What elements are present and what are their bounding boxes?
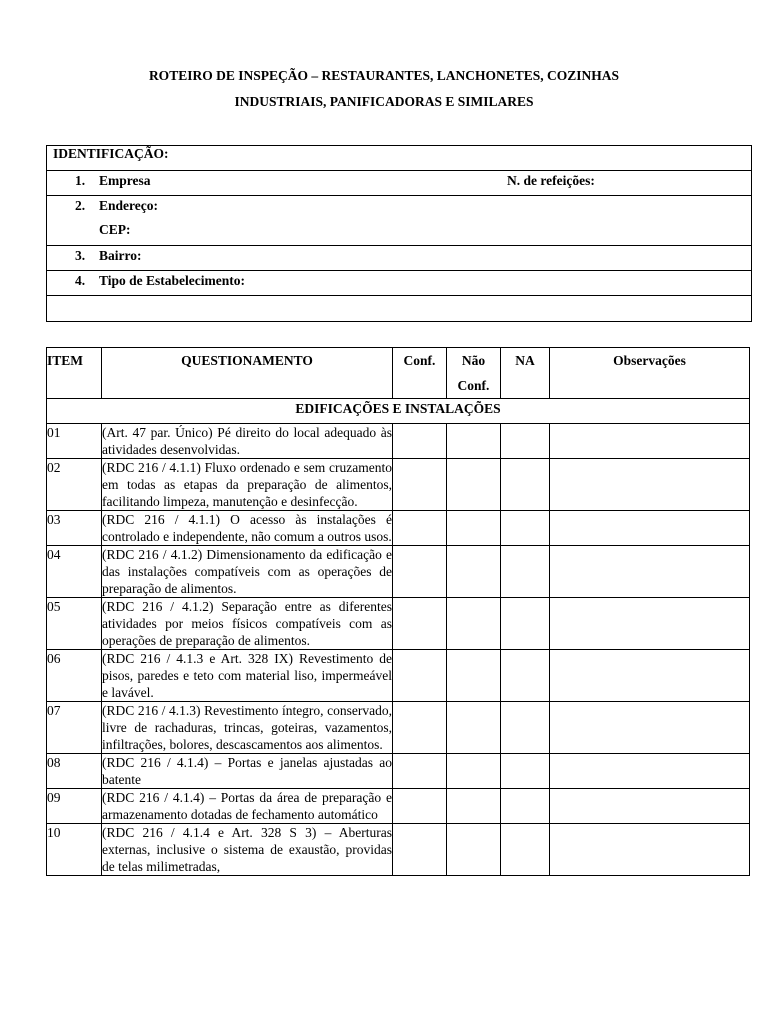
refeicoes-label: N. de refeições: xyxy=(507,173,595,188)
row-number: 2. xyxy=(75,198,86,213)
conf-cell[interactable] xyxy=(393,650,447,702)
tipo-estabelecimento-label: Tipo de Estabelecimento: xyxy=(99,273,245,288)
na-cell[interactable] xyxy=(501,546,550,598)
item-number: 02 xyxy=(47,459,102,511)
header-observacoes: Observações xyxy=(550,348,750,399)
observacoes-cell[interactable] xyxy=(550,702,750,754)
nao-conf-cell[interactable] xyxy=(447,598,501,650)
nao-conf-cell[interactable] xyxy=(447,424,501,459)
observacoes-cell[interactable] xyxy=(550,598,750,650)
observacoes-cell[interactable] xyxy=(550,824,750,876)
conf-cell[interactable] xyxy=(393,546,447,598)
table-row xyxy=(47,824,750,876)
conf-cell[interactable] xyxy=(393,824,447,876)
identification-row-endereco[interactable] xyxy=(47,196,751,246)
header-questionamento: QUESTIONAMENTO xyxy=(102,348,393,399)
na-cell[interactable] xyxy=(501,511,550,546)
item-number: 09 xyxy=(47,789,102,824)
conf-cell[interactable] xyxy=(393,459,447,511)
observacoes-cell[interactable] xyxy=(550,650,750,702)
table-row xyxy=(47,598,750,650)
question-text: (RDC 216 / 4.1.1) Fluxo ordenado e sem cruzamento em todas as etapas da preparação de alimentos, facilitando limpeza, manutenção e desinfecção. xyxy=(102,460,392,509)
nao-conf-cell[interactable] xyxy=(447,511,501,546)
item-number: 10 xyxy=(47,824,102,876)
nao-conf-cell[interactable] xyxy=(447,459,501,511)
section-row xyxy=(47,399,750,424)
question-text: (Art. 47 par. Único) Pé direito do local adequado às atividades desenvolvidas. xyxy=(102,425,392,457)
identification-row-bairro[interactable] xyxy=(47,246,751,271)
observacoes-cell[interactable] xyxy=(550,789,750,824)
conf-cell[interactable] xyxy=(393,754,447,789)
header-na: NA xyxy=(501,348,550,399)
empresa-label: Empresa xyxy=(99,173,151,188)
conf-cell[interactable] xyxy=(393,511,447,546)
observacoes-cell[interactable] xyxy=(550,424,750,459)
question-text: (RDC 216 / 4.1.4) – Portas da área de preparação e armazenamento dotadas de fechamento automático xyxy=(102,790,392,822)
identification-row-empresa[interactable] xyxy=(47,171,751,196)
na-cell[interactable] xyxy=(501,650,550,702)
question-text: (RDC 216 / 4.1.1) O acesso às instalações é controlado e independente, não comum a outros usos. xyxy=(102,512,392,544)
identification-box xyxy=(46,145,752,322)
question-text: (RDC 216 / 4.1.2) Dimensionamento da edificação e das instalações compatíveis com as operações de preparação de alimentos. xyxy=(102,547,392,596)
conf-cell[interactable] xyxy=(393,702,447,754)
item-number: 06 xyxy=(47,650,102,702)
conf-cell[interactable] xyxy=(393,424,447,459)
table-row xyxy=(47,459,750,511)
observacoes-cell[interactable] xyxy=(550,511,750,546)
table-row xyxy=(47,424,750,459)
item-number: 03 xyxy=(47,511,102,546)
na-cell[interactable] xyxy=(501,824,550,876)
table-row xyxy=(47,650,750,702)
na-cell[interactable] xyxy=(501,754,550,789)
row-number: 4. xyxy=(75,273,86,288)
conf-cell[interactable] xyxy=(393,598,447,650)
observacoes-cell[interactable] xyxy=(550,546,750,598)
question-text: (RDC 216 / 4.1.4) – Portas e janelas ajustadas ao batente xyxy=(102,755,392,787)
bairro-label: Bairro: xyxy=(99,248,142,263)
observacoes-cell[interactable] xyxy=(550,754,750,789)
na-cell[interactable] xyxy=(501,702,550,754)
conf-cell[interactable] xyxy=(393,789,447,824)
header-item: ITEM xyxy=(47,348,102,399)
row-number: 3. xyxy=(75,248,86,263)
nao-conf-cell[interactable] xyxy=(447,789,501,824)
header-conf: Conf. xyxy=(393,348,447,399)
nao-conf-cell[interactable] xyxy=(447,546,501,598)
question-text: (RDC 216 / 4.1.3 e Art. 328 IX) Revestimento de pisos, paredes e teto com material liso, impermeável e lavável. xyxy=(102,651,392,700)
document-title-line-2: INDUSTRIAIS, PANIFICADORAS E SIMILARES xyxy=(234,94,534,109)
cep-label: CEP: xyxy=(99,222,131,237)
nao-conf-cell[interactable] xyxy=(447,650,501,702)
identification-row-blank[interactable] xyxy=(47,296,751,321)
item-number: 07 xyxy=(47,702,102,754)
question-text: (RDC 216 / 4.1.4 e Art. 328 S 3) – Aberturas externas, inclusive o sistema de exaustão, providas de telas milimetradas, xyxy=(102,825,392,874)
table-row xyxy=(47,754,750,789)
na-cell[interactable] xyxy=(501,789,550,824)
section-title: EDIFICAÇÕES E INSTALAÇÕES xyxy=(47,399,750,424)
nao-conf-cell[interactable] xyxy=(447,754,501,789)
item-number: 05 xyxy=(47,598,102,650)
row-number: 1. xyxy=(75,173,86,188)
header-nao: Não xyxy=(461,353,486,368)
nao-conf-cell[interactable] xyxy=(447,702,501,754)
question-text: (RDC 216 / 4.1.3) Revestimento íntegro, conservado, livre de rachaduras, trincas, goteiras, vazamentos, infiltrações, bolores, descascamentos aos alimentos. xyxy=(102,703,392,752)
inspection-table xyxy=(46,347,750,876)
document-title-line-1: ROTEIRO DE INSPEÇÃO – RESTAURANTES, LANCHONETES, COZINHAS xyxy=(148,68,620,83)
identification-header: IDENTIFICAÇÃO: xyxy=(47,146,751,171)
header-nao-conf xyxy=(447,348,501,399)
table-row xyxy=(47,546,750,598)
table-row xyxy=(47,702,750,754)
observacoes-cell[interactable] xyxy=(550,459,750,511)
header-conf-2: Conf. xyxy=(457,378,490,393)
identification-row-tipo[interactable] xyxy=(47,271,751,296)
item-number: 08 xyxy=(47,754,102,789)
table-row xyxy=(47,789,750,824)
item-number: 04 xyxy=(47,546,102,598)
item-number: 01 xyxy=(47,424,102,459)
question-text: (RDC 216 / 4.1.2) Separação entre as diferentes atividades por meios físicos compatíveis com as operações de preparação de alimentos. xyxy=(102,599,392,648)
na-cell[interactable] xyxy=(501,459,550,511)
na-cell[interactable] xyxy=(501,598,550,650)
table-row xyxy=(47,511,750,546)
nao-conf-cell[interactable] xyxy=(447,824,501,876)
endereco-label: Endereço: xyxy=(99,198,158,213)
na-cell[interactable] xyxy=(501,424,550,459)
table-header-row xyxy=(47,348,750,399)
